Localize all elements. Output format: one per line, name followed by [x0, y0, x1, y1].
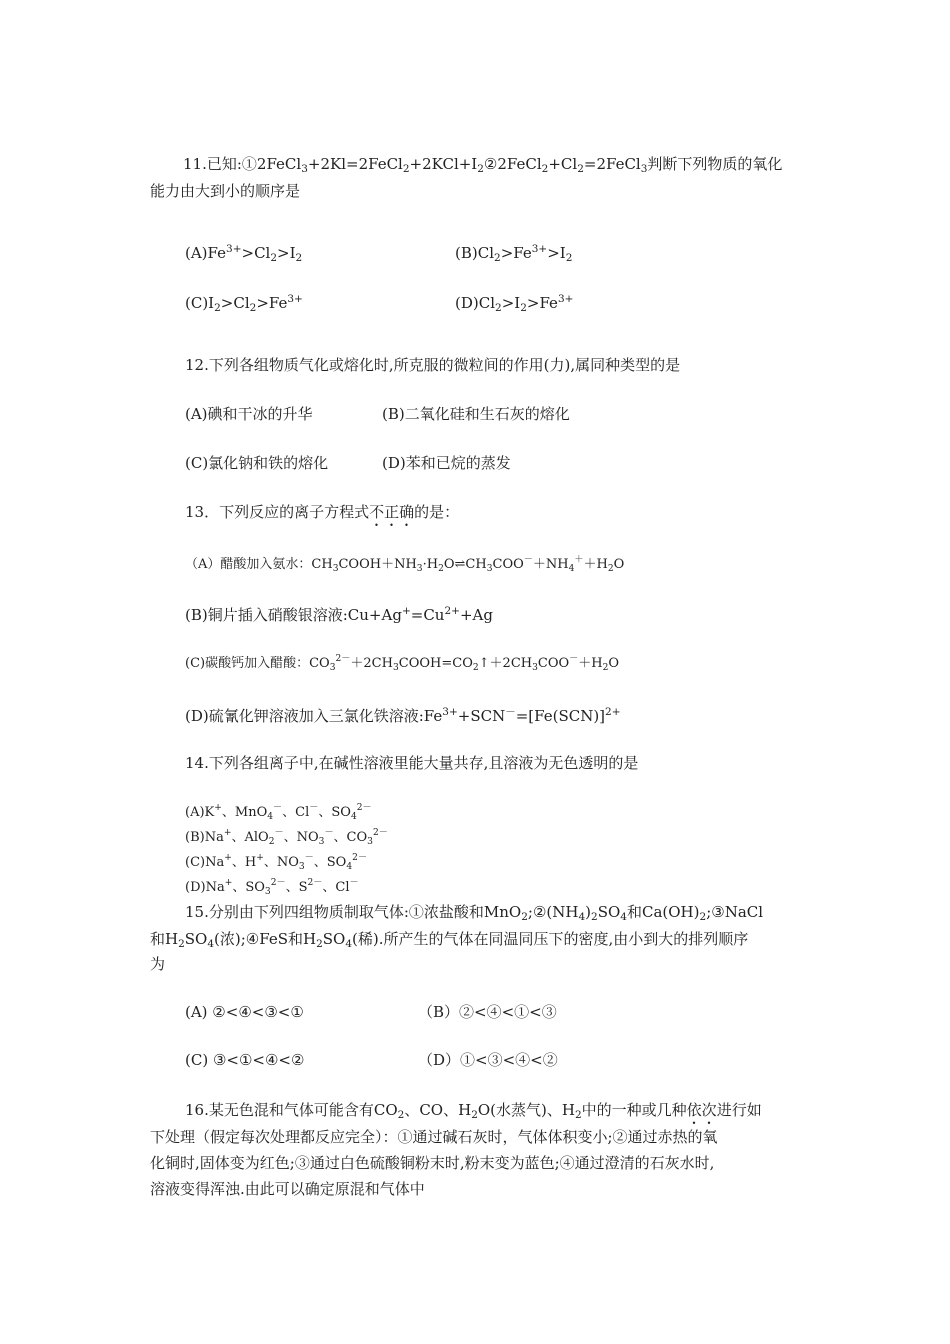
q11-option-a: $(A)Fe^{3+}>Cl_2>I_2$ — [185, 243, 303, 264]
q14-option-b: (B)Na+、AlO$_2$－、$NO_3^-$、$CO_3^{2-}$ — [185, 828, 388, 847]
q11-line2: 能力由大到小的顺序是 — [150, 182, 301, 200]
q12-option-d: (D)苯和已烷的蒸发 — [382, 454, 511, 472]
q11-option-d: $(D)Cl_2>I_2>Fe^{3+}$ — [455, 293, 574, 314]
q12-option-a: (A)碘和干冰的升华 — [185, 405, 313, 423]
q16-line4: 溶液变得浑浊.由此可以确定原混和气体中 — [150, 1180, 425, 1198]
q15-option-b: （B）②<④<①<③ — [418, 1003, 557, 1021]
q12-option-c: (C)氯化钠和铁的熔化 — [185, 454, 329, 472]
q14-option-c: (C)Na+、H+、$NO_3^-$、$SO_4^{2-}$ — [185, 853, 368, 872]
q11-option-b: $(B)Cl_2>Fe^{3+}>I_2$ — [455, 243, 573, 264]
q15-line3: 为 — [150, 955, 166, 973]
q13-option-a: （A）醋酸加入氨水：$CH_3COOH+NH_3\cdot H_2O\rightleftharpoons CH_3COO^-+NH_4^++H_2O$ — [185, 555, 625, 574]
q13-option-d: (D)硫氰化钾溶液加入三氯化铁溶液$:Fe^{3+}+SCN^-=[Fe(SCN)]^{2+}$ — [185, 706, 621, 725]
q13-option-b: (B)铜片插入硝酸银溶液$:Cu+Ag^+=Cu^{2+}+Ag$ — [185, 605, 493, 624]
q15-line1: 15.分别由下列四组物质制取气体:①浓盐酸和$MnO_2;②(NH_4)_2SO_4$和$Ca(OH)_2;③NaCl$ — [185, 903, 764, 923]
q15-option-c: (C) ③<①<④<② — [185, 1051, 305, 1069]
q16-line1: 16.某无色混和气体可能含有$CO_2$、CO、$H_2O$(水蒸气)、$H_2$中的一种或几种依次进行如 — [185, 1101, 762, 1121]
q11-line1: 11.已知$:①2FeCl_3+2Kl=2FeCl_2+2KCl+I_2②2FeCl_2+Cl_2=2FeCl_3$判断下列物质的氧化 — [183, 155, 783, 175]
q14-stem: 14.下列各组离子中,在碱性溶液里能大量共存,且溶液为无色透明的是 — [185, 754, 639, 772]
q12-option-b: (B)二氧化硅和生石灰的熔化 — [382, 405, 570, 423]
q15-line2: 和$H_2SO_4$(浓);④FeS和$H_2SO_4$(稀).所产生的气体在同温同压下的密度,由小到大的排列顺序 — [150, 930, 749, 950]
q15-option-d: （D）①<③<④<② — [418, 1051, 558, 1069]
q16-line2: 下处理（假定每次处理都反应完全）：①通过碱石灰时，气体体积变小;②通过赤热的氧 — [150, 1128, 718, 1146]
q15-option-a: (A) ②<④<③<① — [185, 1003, 304, 1021]
q16-line3: 化铜时,固体变为红色;③通过白色硫酸铜粉末时,粉末变为蓝色;④通过澄清的石灰水时, — [150, 1154, 715, 1172]
q14-option-a: (A)K+、MnO$_4$－、Cl－、$SO_4^{2-}$ — [185, 803, 372, 822]
q13-stem: 13．下列反应的离子方程式不正确的是： — [185, 503, 460, 521]
q13-option-c: (C)碳酸钙加入醋酸：$CO_3^{2-}+2CH_3COOH=CO_2↑+2CH_3COO^-+H_2O$ — [185, 654, 620, 673]
q12-stem: 12.下列各组物质气化或熔化时,所克服的微粒间的作用(力),属同种类型的是 — [185, 356, 681, 374]
q11-option-c: $(C)I_2>Cl_2>Fe^{3+}$ — [185, 293, 303, 314]
q14-option-d: (D)Na+、$SO_3^{2-}$、$S^{2-}$、Cl－ — [185, 878, 359, 897]
